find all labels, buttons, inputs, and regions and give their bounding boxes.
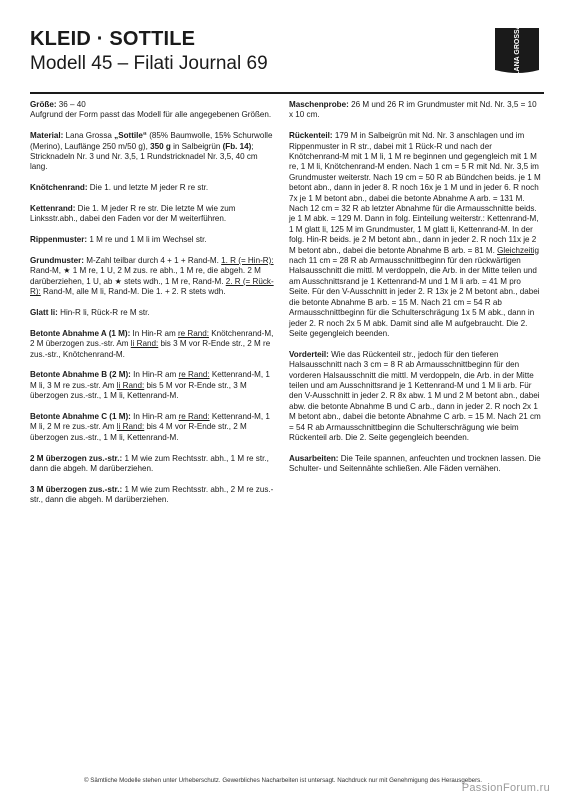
material-text: Lana Grossa [63,131,115,141]
rueckenteil-section [289,131,541,339]
knoetchenrand-section [30,183,276,193]
grundmuster-section [30,256,276,298]
rueckenteil-gleichzeitig: Gleichzeitig [497,245,539,255]
vorderteil-section [289,350,541,444]
grundmuster-label: Grundmuster: [30,256,84,266]
material-color: (Fb. 14) [222,141,252,151]
rippenmuster-label: Rippenmuster: [30,235,88,245]
abnahme-b-label: Betonte Abnahme B (2 M): [30,370,131,380]
ueberzogen-3-section [30,485,276,506]
maschenprobe-label: Maschenprobe: [289,100,349,109]
ausarbeiten-section [289,454,541,475]
material-text: (85% Baumwolle, 15% Schurwolle (Merino), Lauflänge 250 m/50 g), [30,131,273,151]
vorderteil-label: Vorderteil: [289,349,329,359]
abnahme-a-text: In Hin-R am [130,328,178,338]
material-label: Material: [30,131,64,141]
material-section [30,131,276,173]
ueberzogen-3-label: 3 M überzogen zus.-str.: [30,484,123,494]
logo-text: LANA GROSSA [514,24,521,76]
ueberzogen-3-text: 1 M wie zum Rechtsstr. abh., 2 M re zus.-str., dann die abgeh. M darüberziehen. [30,484,274,505]
abnahme-b-text: In Hin-R am [130,370,179,380]
grundmuster-row2: 2. R (= Rück-R): [30,276,274,297]
grundmuster-text: M-Zahl teilbar durch 4 + 1 + Rand-M. [83,256,222,266]
material-text: in Salbeigrün [170,141,223,151]
maschenprobe-section [289,100,541,121]
size-value: 36 – 40 [56,100,86,109]
material-text: ; Stricknadeln Nr. 3 und Nr. 3,5, 1 Rundstricknadel Nr. 3,5, 40 cm lang. [30,141,258,172]
abnahme-c-section [30,412,276,443]
material-amount: 350 g [150,141,171,151]
page-title: KLEID · SOTTILE [30,28,196,50]
rueckenteil-text: 179 M in Salbeigrün mit Nd. Nr. 3 anschlagen und im Rippenmuster in R str., dabei mit 1 Rück-R und nach der Knötchenrand-M mit 1 M li, 1 M re beginnen und gegengleich mit 1 M re, 1 M li, Knötchenrand-M enden. Nach 1 cm = 5 R mit Nd. Nr. 3,5 im Grundmuster weiterstr. Nach 19 cm = 50 R ab Bündchen beids. je 1 M betont abn., dann in jeder 8. R noch 16x je 1 M und in jeder 6. R noch 7x je 1 M betont abn., dabei die betonte Abnahme A arb. = 131 M. Nach 12 cm = 32 R ab letzter Abnahme für die Armausschnitte beids. je 1 M abk. = 129 M. Dann in folg. Einteilung weiterstr.: Kettenrand-M, 1 M glatt li, 125 M im Grundmuster, 1 M glatt li, Kettenrand-M. In der folg. Hin-R beids. je 2 M betont abn., dann in jeder 2. R noch 11x je 2 M betont abn., dabei die betonte Abnahme B arb. = 81 M. [289,131,541,255]
grundmuster-text: Rand-M, alle M li, Rand-M. Die 1. + 2. R stets wdh. [40,287,226,297]
abnahme-c-text: In Hin-R am [130,412,179,422]
abnahme-b-right-edge: re Rand: [178,370,210,380]
rueckenteil-text: nach 11 cm = 28 R ab Armausschnittbeginn für den rückwärtigen Halsausschnitt die mittl. M verdoppeln, die Arb. in der Mitte teilen und am Ausschnittsrand je 1 Kettenrand-M und 1 M li arb. = 41 M pro Seite. Für den V-Ausschnitt in jeder 2. R 13x je 2 M betont abn., dabei die betonte Abnahme B arb. = 15 M. Nach 21 cm = 54 R ab Armausschnittbeginn für die Schulterschrägung 1x 5 M abk., dann in jeder 2. R noch 2x 5 M abk. Damit sind alle M aufgebraucht. Die 2. Seite gegengleich beenden. [289,256,540,338]
abnahme-b-text: Kettenrand-M, 1 M li, 3 M re zus.-str. Am [30,370,270,390]
size-section [30,100,276,121]
right-column [289,100,541,485]
abnahme-b-text: bis 5 M vor R-Ende str., 3 M überzogen zus.-str., 1 M li, Kettenrand-M. [30,380,247,401]
ausarbeiten-text: Die Teile spannen, anfeuchten und trocknen lassen. Die Schulter- und Seitennähte schließen. Alle Fäden vernähen. [289,453,541,474]
glatt-text: Hin-R li, Rück-R re M str. [57,308,150,318]
abnahme-a-text: bis 3 M vor R-Ende str., 2 M re zus.-str., Knötchenrand-M. [30,339,271,359]
left-column [30,100,276,516]
watermark: PassionForum.ru [461,782,550,794]
size-label: Größe: [30,100,57,109]
header-divider [30,92,544,94]
page-header [30,28,268,76]
page-subtitle: Modell 45 – Filati Journal 69 [30,53,268,74]
grundmuster-row1: 1. R (= Hin-R): [221,256,274,266]
size-note: Aufgrund der Form passt das Modell für alle angegebenen Größen. [30,110,272,120]
maschenprobe-text: 26 M und 26 R im Grundmuster mit Nd. Nr. 3,5 = 10 x 10 cm. [289,100,537,120]
abnahme-a-left-edge: li Rand: [130,339,159,349]
abnahme-a-section [30,329,276,360]
abnahme-a-right-edge: re Rand: [177,328,210,338]
kettenrand-text: Die 1. M jeder R re str. Die letzte M wie zum Linksstr.abh., dabei den Faden vor der M weiterführen. [30,204,236,224]
ueberzogen-2-text: 1 M wie zum Rechtsstr. abh., 1 M re str., dann die abgeh. M darüberziehen. [30,453,269,474]
lana-grossa-logo [489,22,545,78]
ueberzogen-2-label: 2 M überzogen zus.-str.: [30,453,123,463]
rippenmuster-section [30,235,276,245]
abnahme-a-text: Knötchenrand-M, 2 M überzogen zus.-str. Am [30,328,274,349]
knoetchenrand-label: Knötchenrand: [30,183,88,193]
rueckenteil-label: Rückenteil: [289,131,333,141]
knoetchenrand-text: Die 1. und letzte M jeder R re str. [87,183,209,193]
glatt-label: Glatt li: [30,308,58,318]
ausarbeiten-label: Ausarbeiten: [289,453,339,463]
copyright-footer: © Sämtliche Modelle stehen unter Urheberschutz. Gewerbliches Nacharbeiten ist untersagt. Nachdruck nur mit Genehmigung des Herausgebers. [83,777,482,784]
abnahme-b-left-edge: li Rand: [116,380,145,390]
abnahme-c-text: Kettenrand-M, 1 M li, 2 M re zus.-str. Am [30,412,270,432]
rippenmuster-text: 1 M re und 1 M li im Wechsel str. [87,235,207,245]
abnahme-b-section [30,370,276,401]
abnahme-c-text: bis 4 M vor R-Ende str., 2 M überzogen zus.-str., 1 M li, Kettenrand-M. [30,422,247,442]
ueberzogen-2-section [30,454,276,475]
abnahme-c-right-edge: re Rand: [178,412,210,422]
abnahme-a-label: Betonte Abnahme A (1 M): [30,328,131,338]
kettenrand-label: Kettenrand: [30,204,76,214]
abnahme-c-label: Betonte Abnahme C (1 M): [30,412,131,422]
material-yarn: „Sottile“ [114,131,147,141]
kettenrand-section [30,204,276,225]
glatt-section [30,308,276,318]
abnahme-c-left-edge: li Rand: [116,422,145,432]
vorderteil-text: Wie das Rückenteil str., jedoch für den tieferen Halsausschnitt nach 3 cm = 8 R ab Armausschnittbeginn für den vorderen Halsausschnitt die mittl. M verdoppeln, die Arb. in der Mitte teilen und am Ausschnittsrand je 1 Kettenrand-M und 1 M li arb. Für den V-Ausschnitt in jeder 2. R 8x abw. 1 M und 2 M betont abn., dabei abw. die betonte Abnahme B und C arb., dann in jeder 2. R noch 2x 1 M betont abn., dabei die betonte Abnahme C arb. = 15 M. Nach 21 cm = 54 R ab Armausschnittbeginn die Schulterschrägung wie beim Rückenteil arb. Die 2. Seite gegengleich beenden. [289,349,541,442]
grundmuster-text: Rand-M, ★ 1 M re, 1 U, 2 M zus. re abh., 1 M re, die abgeh. 2 M darüberziehen, 1 U, ab ★ stets wdh., 1 M re, Rand-M. [30,266,261,286]
